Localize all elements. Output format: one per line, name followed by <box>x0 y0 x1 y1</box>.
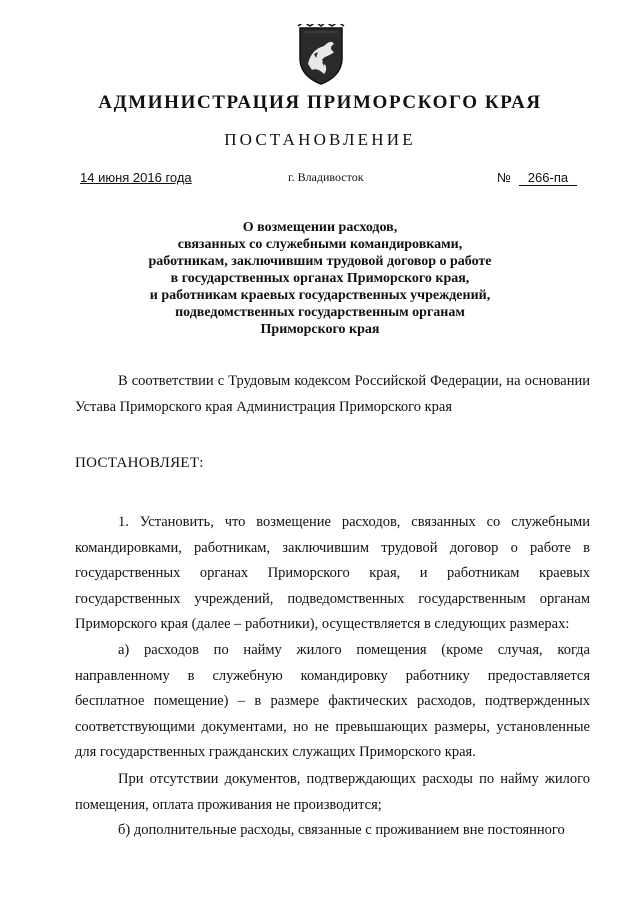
title-line: и работникам краевых государственных учреждений, <box>149 288 491 303</box>
clause-a-paragraph: а) расходов по найму жилого помещения (кроме случая, когда направленному в служебную командировку работнику предоставляется бесплатное помещение) – в размере фактических расходов, подтвержденных соответствующими документами, но не превышающих размеры, установленные для государственных гражданских служащих Приморского края. <box>75 642 590 760</box>
document-number: 266-па <box>519 170 577 186</box>
document-type: ПОСТАНОВЛЕНИЕ <box>224 130 416 149</box>
title-line: в государственных органах Приморского края, <box>170 271 470 286</box>
title-line: Приморского края <box>260 322 380 337</box>
decree-heading: ПОСТАНОВЛЯЕТ: <box>75 455 204 471</box>
document-city: г. Владивосток <box>288 170 364 184</box>
title-line: работникам, заключившим трудовой договор о работе <box>148 254 492 269</box>
clause-1-paragraph: 1. Установить, что возмещение расходов, связанных со служебными командировками, работникам, заключившим трудовой договор о работе в государственных органах Приморского края, и работникам краевых государственных учреждений, подведомственных государственным органам Приморского края (далее – работники), осуществляется в следующих размерах: <box>75 514 590 632</box>
title-line: связанных со служебными командировками, <box>177 237 463 252</box>
intro-paragraph: В соответствии с Трудовым кодексом Российской Федерации, на основании Устава Приморского края Администрация Приморского края <box>75 373 590 415</box>
title-line: О возмещении расходов, <box>242 220 398 235</box>
document-number-block <box>497 170 577 186</box>
no-documents-paragraph: При отсутствии документов, подтверждающих расходы по найму жилого помещения, оплата проживания не производится; <box>75 771 590 813</box>
coat-of-arms-icon <box>294 24 348 86</box>
organization-name: АДМИНИСТРАЦИЯ ПРИМОРСКОГО КРАЯ <box>98 92 542 113</box>
document-title <box>60 219 580 338</box>
clause-b-paragraph: б) дополнительные расходы, связанные с проживанием вне постоянного <box>118 822 565 838</box>
document-date: 14 июня 2016 года <box>80 170 192 185</box>
title-line: подведомственных государственным органам <box>175 305 465 320</box>
number-label: № <box>497 170 511 185</box>
